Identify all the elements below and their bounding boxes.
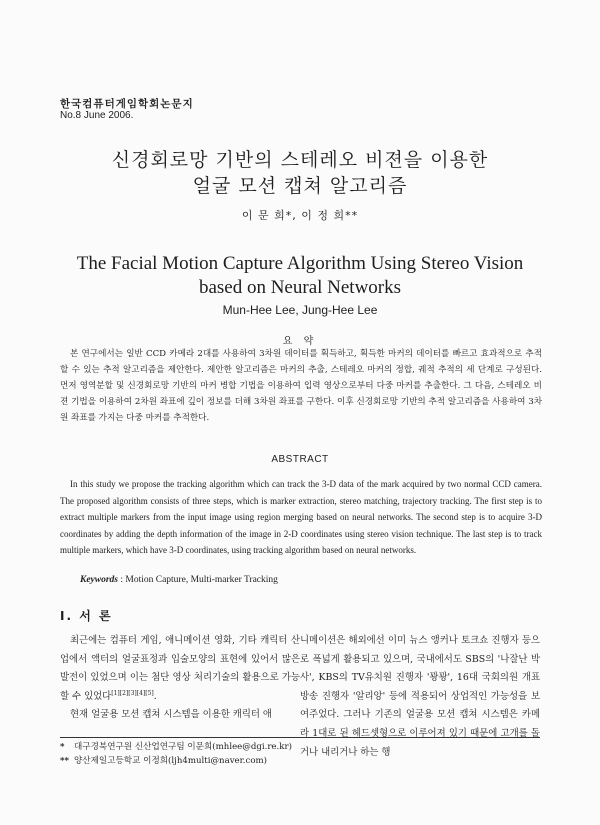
footnote-text: 대구경북연구원 신산업연구팀 이문희(mhlee@dgi.re.kr) bbox=[74, 742, 292, 752]
journal-name: 한국컴퓨터게임학회논문지 bbox=[60, 98, 194, 110]
title-korean-line-1: 신경회로망 기반의 스테레오 비젼을 이용한 bbox=[111, 149, 489, 171]
footnote-mark: ** bbox=[60, 756, 69, 766]
footnote-divider bbox=[60, 737, 540, 738]
abstract-korean-heading: 요 약 bbox=[282, 336, 318, 347]
title-english-line-2: based on Neural Networks bbox=[198, 277, 402, 298]
title-korean-line-2: 얼굴 모션 캡쳐 알고리즘 bbox=[192, 175, 408, 197]
footnote-text: 양산제일고등학교 이정희(ljh4multi@naver.com) bbox=[74, 756, 268, 766]
citation-reference: [1][2][3][4][5] bbox=[111, 689, 154, 697]
body-text: 최근에는 컴퓨터 게임, 애니메이션 영화, 기타 캐릭터 산업에서 액터의 얼굴표정과 입술모양의 표현에 있어서 많은 발전이 있었으며 이는 첨단 영상 처리기술의 활용으로 가능할 수 있었다 bbox=[60, 635, 300, 702]
abstract-english-text: In this study we propose the tracking algorithm which can track the 3-D data of the mark acquired by two normal CCD camera. The proposed algorithm consists of three steps, which is marker extraction, stereo matching, trajectory tracking. The first step is to extract multiple markers from the input image using region merging based on neural networks. The second step is to acquire 3-D coordinates by adding the depth information of the image in 2-D coordinates using stereo vision technique. The last step is to track multiple markers, which have 3-D coordinates, using tracking algorithm based on neural networks. bbox=[60, 479, 542, 556]
footnote-1 bbox=[60, 741, 292, 753]
footnote-mark: * bbox=[60, 742, 65, 752]
body-column-right bbox=[300, 632, 540, 762]
abstract-korean-text: 본 연구에서는 일반 CCD 카메라 2대를 사용하여 3차원 데이터를 획득하고, 획득한 마커의 데이터를 빠르고 효과적으로 추적할 수 있는 추적 알고리즘을 제안한다. 제안한 알고리즘은 마커의 추출, 스테레오 마커의 정합, 궤적 추적의 세 단계로 구성된다. 먼저 영역분할 및 신경회로망 기반의 마커 병합 기법을 이용하여 입력 영상으로부터 다중 마커를 추출한다. 그 다음, 스테레오 비젼 기법을 이용하여 2차원 좌표에 깊이 정보를 더해 3차원 좌표를 구한다. 이후 신경회로망 기반의 추적 알고리즘을 사용하여 3차원 좌표를 가지는 다중 마커를 추적한다. bbox=[60, 349, 542, 423]
body-text-end: . bbox=[153, 690, 157, 702]
body-paragraph bbox=[60, 632, 300, 706]
authors-korean: 이 문 희*, 이 정 희** bbox=[241, 209, 359, 222]
keywords bbox=[80, 575, 278, 585]
title-english-line-1: The Facial Motion Capture Algorithm Using Stereo Vision bbox=[76, 253, 524, 274]
abstract-english-heading: ABSTRACT bbox=[271, 454, 329, 465]
journal-issue: No.8 June 2006. bbox=[60, 110, 134, 121]
body-paragraph: 니메이션은 해외에선 이미 뉴스 앵커나 토크쇼 진행자 등으로 폭넓게 활용되고 있으며, 국내에서도 SBS의 '나잘난 박사', KBS의 TV유치원 진행자 '꽝꽝', 16대 국회의원 개표 방송 진행자 '알리앙' 등에 적용되어 상업적인 가능성을 보여주었다. 그러나 기존의 얼굴용 모션 캡쳐 시스템은 카메라 1대로 된 헤드셋형으로 이루어져 있기 때문에 고개를 돌거나 내리거나 하는 행 bbox=[300, 635, 540, 758]
body-paragraph: 현재 얼굴용 모션 캡쳐 시스템을 이용한 캐릭터 애 bbox=[70, 709, 272, 721]
authors-english: Mun-Hee Lee, Jung-Hee Lee bbox=[222, 303, 378, 317]
footnote-2 bbox=[60, 755, 267, 767]
keywords-label: Keywords bbox=[80, 575, 118, 585]
body-column-left bbox=[60, 632, 300, 725]
section-heading-introduction: Ⅰ. 서 론 bbox=[60, 609, 113, 623]
keywords-text: : Motion Capture, Multi-marker Tracking bbox=[118, 575, 278, 585]
